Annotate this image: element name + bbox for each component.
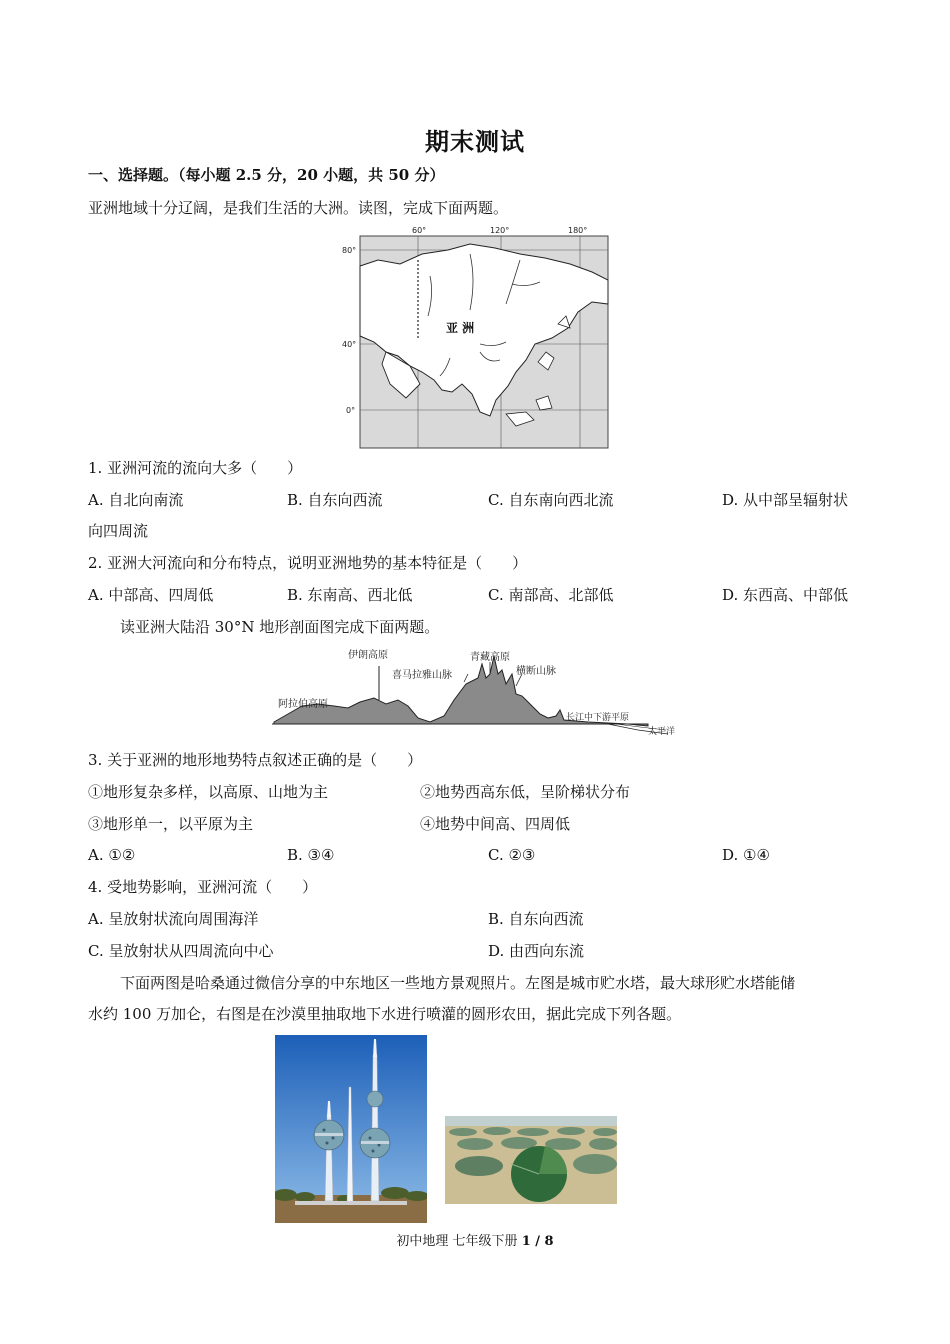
question-3-statement-2: ②地势西高东低，呈阶梯状分布	[420, 783, 631, 801]
page-title: 期末测试	[425, 127, 525, 156]
question-4-stem: 4. 受地势影响，亚洲河流（ ）	[88, 878, 318, 896]
question-4-option-c: C. 呈放射状从四周流向中心	[88, 942, 274, 960]
profile-label-hengduan: 横断山脉	[516, 666, 556, 677]
question-3-statement-1: ①地形复杂多样，以高原、山地为主	[88, 783, 329, 801]
map-lat-40: 40°	[342, 340, 357, 349]
question-2-stem: 2. 亚洲大河流向和分布特点，说明亚洲地势的基本特征是（ ）	[88, 554, 528, 572]
page-footer	[0, 1230, 950, 1249]
question-1-option-b: B. 自东向西流	[287, 491, 383, 509]
profile-label-arabia: 阿拉伯高原	[278, 699, 328, 710]
question-3-option-c: C. ②③	[488, 846, 536, 864]
intro-text-2: 读亚洲大陆沿 30°N 地形剖面图完成下面两题。	[120, 618, 440, 636]
terrain-profile	[268, 644, 688, 740]
profile-label-himalaya: 喜马拉雅山脉	[392, 670, 452, 681]
question-1-option-a: A. 自北向南流	[88, 491, 184, 509]
section-heading: 一、选择题。（每小题 2.5 分，20 小题，共 50 分）	[88, 166, 445, 184]
question-4-option-a: A. 呈放射状流向周围海洋	[88, 910, 259, 928]
question-2-option-a: A. 中部高、四周低	[88, 586, 214, 604]
profile-label-yangtze: 长江中下游平原	[566, 713, 630, 723]
question-2-option-b: B. 东南高、西北低	[287, 586, 413, 604]
question-3-stem: 3. 关于亚洲的地形地势特点叙述正确的是（ ）	[88, 751, 423, 769]
footer-subject: 初中地理 七年级下册	[396, 1234, 518, 1249]
intro-text-3-line-2: 水约 100 万加仑，右图是在沙漠里抽取地下水进行喷灌的圆形农田，据此完成下列各题。	[88, 1005, 682, 1023]
map-lon-180: 180°	[568, 226, 588, 235]
question-2-option-d: D. 东西高、中部低	[722, 586, 849, 604]
question-1-option-c: C. 自东南向西北流	[488, 491, 614, 509]
question-3-option-d: D. ①④	[722, 846, 770, 864]
asia-map	[330, 224, 620, 450]
question-4-option-b: B. 自东向西流	[488, 910, 584, 928]
question-4-option-d: D. 由西向东流	[488, 942, 585, 960]
intro-text-1: 亚洲地域十分辽阔，是我们生活的大洲。读图，完成下面两题。	[88, 199, 509, 217]
map-lat-0: 0°	[346, 406, 356, 415]
question-3-option-a: A. ①②	[88, 846, 136, 864]
map-lat-80: 80°	[342, 246, 357, 255]
question-2-option-c: C. 南部高、北部低	[488, 586, 614, 604]
footer-page-number: 1 / 8	[521, 1234, 554, 1249]
question-1-option-d: D. 从中部呈辐射状	[722, 491, 849, 509]
circular-farmland-photo	[445, 1116, 617, 1204]
question-3-statement-3: ③地形单一，以平原为主	[88, 815, 254, 833]
map-lon-60: 60°	[412, 226, 427, 235]
map-lon-120: 120°	[490, 226, 510, 235]
question-3-statement-4: ④地势中间高、四周低	[420, 815, 571, 833]
water-tower-photo	[275, 1035, 427, 1223]
profile-label-tibet: 青藏高原	[470, 652, 510, 663]
intro-text-3-line-1: 下面两图是哈桑通过微信分享的中东地区一些地方景观照片。左图是城市贮水塔，最大球形贮水塔能储	[120, 974, 796, 992]
map-label-asia: 亚 洲	[446, 321, 475, 335]
question-1-stem: 1. 亚洲河流的流向大多（ ）	[88, 459, 303, 477]
profile-label-pacific: 太平洋	[648, 727, 676, 737]
question-3-option-b: B. ③④	[287, 846, 335, 864]
profile-label-iran: 伊朗高原	[348, 650, 388, 661]
question-1-option-d-continued: 向四周流	[88, 522, 149, 540]
